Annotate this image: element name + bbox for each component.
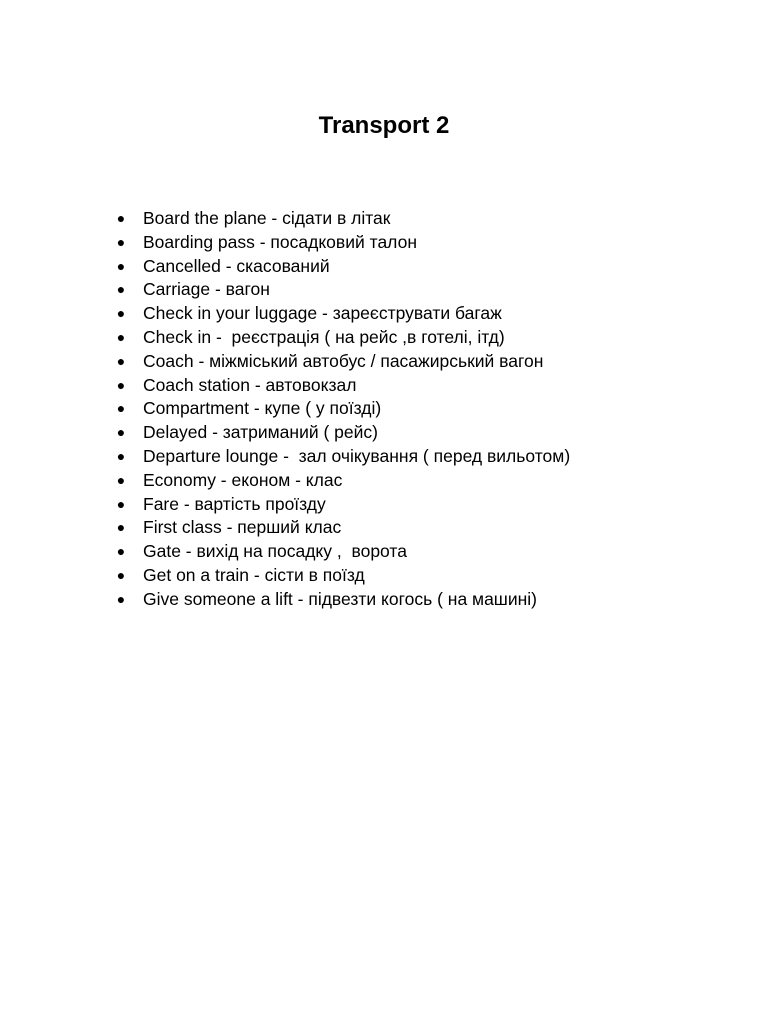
bullet-icon bbox=[116, 588, 126, 612]
list-item bbox=[0, 540, 570, 564]
bullet-icon bbox=[116, 326, 126, 350]
list-item-text: Coach - міжміський автобус / пасажирський вагон bbox=[143, 350, 544, 371]
list-item bbox=[0, 469, 570, 493]
list-item-text: Check in - реєстрація ( на рейс ,в готелі, ітд) bbox=[143, 326, 505, 347]
list-item bbox=[0, 326, 570, 350]
list-item bbox=[0, 516, 570, 540]
list-item bbox=[0, 278, 570, 302]
list-item bbox=[0, 350, 570, 374]
list-item-text: Check in your luggage - зареєструвати багаж bbox=[143, 303, 502, 324]
list-item-text: Cancelled - скасований bbox=[143, 255, 330, 276]
list-item bbox=[0, 302, 570, 326]
bullet-icon bbox=[116, 231, 126, 255]
vocabulary-list bbox=[0, 207, 570, 612]
bullet-icon bbox=[116, 350, 126, 374]
bullet-icon bbox=[116, 374, 126, 398]
bullet-icon bbox=[116, 421, 126, 445]
list-item-text: Give someone a lift - підвезти когось ( на машині) bbox=[143, 588, 537, 609]
list-item-text: First class - перший клас bbox=[143, 517, 342, 538]
bullet-icon bbox=[116, 445, 126, 469]
list-item-text: Carriage - вагон bbox=[143, 279, 270, 300]
bullet-icon bbox=[116, 469, 126, 493]
bullet-icon bbox=[116, 302, 126, 326]
list-item-text: Compartment - купе ( у поїзді) bbox=[143, 398, 382, 419]
list-item-text: Delayed - затриманий ( рейс) bbox=[143, 422, 379, 443]
list-item-text: Economy - економ - клас bbox=[143, 469, 343, 490]
list-item-text: Gate - вихід на посадку , ворота bbox=[143, 541, 407, 562]
bullet-icon bbox=[116, 540, 126, 564]
list-item bbox=[0, 445, 570, 469]
list-item bbox=[0, 374, 570, 398]
list-item-text: Board the plane - сідати в літак bbox=[143, 208, 391, 228]
bullet-icon bbox=[116, 397, 126, 421]
page-title: Transport 2 bbox=[318, 112, 450, 139]
list-item bbox=[0, 207, 570, 231]
list-item-text: Boarding pass - посадковий талон bbox=[143, 231, 417, 252]
list-item-text: Departure lounge - зал очікування ( перед вильотом) bbox=[143, 445, 571, 466]
bullet-icon bbox=[116, 278, 126, 302]
list-item bbox=[0, 255, 570, 279]
bullet-icon bbox=[116, 207, 126, 231]
bullet-icon bbox=[116, 493, 126, 517]
list-item-text: Coach station - автовокзал bbox=[143, 374, 357, 395]
list-item bbox=[0, 231, 570, 255]
list-item-text: Get on a train - сісти в поїзд bbox=[143, 564, 365, 585]
bullet-icon bbox=[116, 516, 126, 540]
list-item bbox=[0, 421, 570, 445]
list-item bbox=[0, 588, 570, 612]
list-item bbox=[0, 564, 570, 588]
bullet-icon bbox=[116, 564, 126, 588]
bullet-icon bbox=[116, 255, 126, 279]
list-item bbox=[0, 397, 570, 421]
list-item bbox=[0, 493, 570, 517]
list-item-text: Fare - вартість проїзду bbox=[143, 493, 326, 514]
